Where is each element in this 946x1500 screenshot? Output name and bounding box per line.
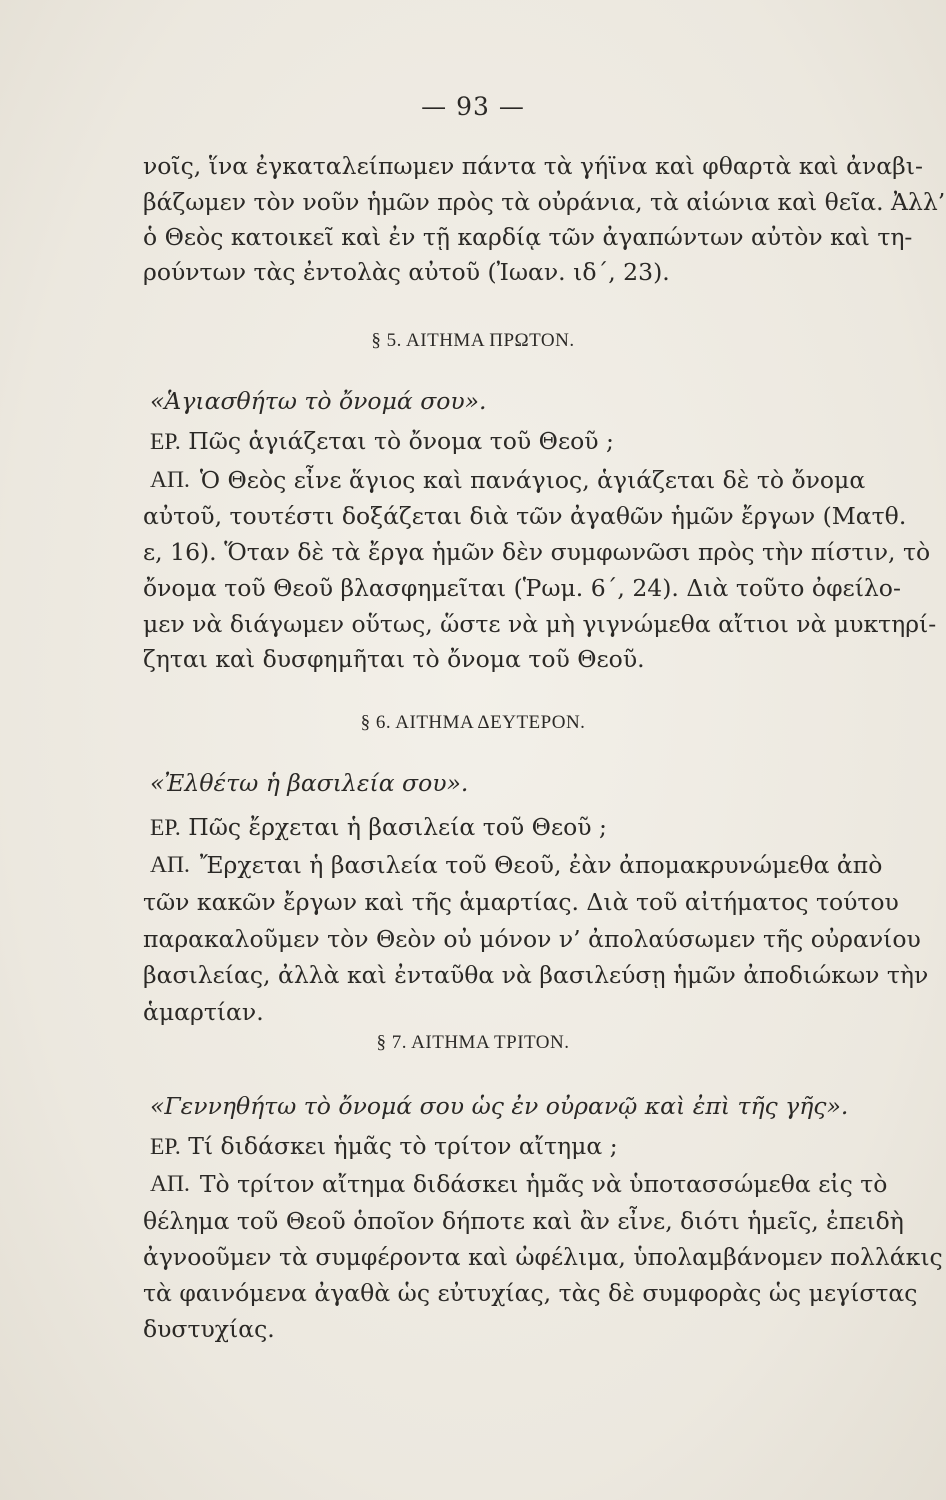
answer-text: Ὁ Θεὸς εἶνε ἅγιος καὶ πανάγιος, ἁγιάζεται δὲ τὸ ὄνομα [199,466,866,494]
answer-label: ΑΠ. [150,852,190,878]
question-line [150,1130,840,1163]
question-text: Πῶς ἔρχεται ἡ βασιλεία τοῦ Θεοῦ ; [188,813,607,841]
question-label: ΕΡ. [150,815,181,841]
text-line: αὐτοῦ, τουτέστι δοξάζεται διὰ τῶν ἀγαθῶν ἡμῶν ἔργων (Ματθ. [143,502,907,530]
text-line: ζηται καὶ δυσφημῆται τὸ ὄνομα τοῦ Θεοῦ. [143,645,645,673]
answer-line [150,464,866,496]
text-line: δυστυχίας. [143,1315,275,1343]
section-heading: § 6. ΑΙΤΗΜΑ ΔΕΥΤΕΡΟΝ. [360,712,586,733]
question-line [150,811,840,844]
answer-label: ΑΠ. [150,467,190,493]
answer-line [150,849,883,881]
text-line: ἁμαρτίαν. [143,998,264,1026]
question-label: ΕΡ. [150,1134,181,1160]
text-line: ὁ Θεὸς κατοικεῖ καὶ ἐν τῇ καρδίᾳ τῶν ἀγαπώντων αὐτὸν καὶ τη- [143,223,913,251]
section-heading: § 7. ΑΙΤΗΜΑ ΤΡΙΤΟΝ. [376,1032,570,1053]
answer-label: ΑΠ. [150,1171,190,1197]
text-line: ε, 16). Ὅταν δὲ τὰ ἔργα ἡμῶν δὲν συμφωνῶσι πρὸς τὴν πίστιν, τὸ [143,538,931,566]
text-line: βάζωμεν τὸν νοῦν ἡμῶν πρὸς τὰ οὐράνια, τὰ αἰώνια καὶ θεῖα. Ἀλλ’ [143,188,946,216]
text-line: ἀγνοοῦμεν τὰ συμφέροντα καὶ ὠφέλιμα, ὑπολαμβάνομεν πολλάκις [143,1243,943,1271]
question-label: ΕΡ. [150,429,181,455]
page-number: — 93 — [421,92,525,121]
question-text: Τί διδάσκει ἡμᾶς τὸ τρίτον αἴτημα ; [188,1132,618,1160]
text-line: βασιλείας, ἀλλὰ καὶ ἐνταῦθα νὰ βασιλεύσῃ ἡμῶν ἀποδιώκων τὴν [143,961,929,989]
text-line: μεν νὰ διάγωμεν οὕτως, ὥστε νὰ μὴ γιγνώμεθα αἴτιοι νὰ μυκτηρί- [143,610,937,638]
text-line: ρούντων τὰς ἐντολὰς αὐτοῦ (Ἰωαν. ιδ΄, 23). [143,258,670,286]
section-heading: § 5. ΑΙΤΗΜΑ ΠΡΩΤΟΝ. [371,330,575,351]
question-text: Πῶς ἁγιάζεται τὸ ὄνομα τοῦ Θεοῦ ; [188,427,614,455]
answer-text: Ἔρχεται ἡ βασιλεία τοῦ Θεοῦ, ἐὰν ἀπομακρυνώμεθα ἀπὸ [199,851,883,879]
text-line: τῶν κακῶν ἔργων καὶ τῆς ἁμαρτίας. Διὰ τοῦ αἰτήματος τούτου [143,888,899,916]
answer-text: Τὸ τρίτον αἴτημα διδάσκει ἡμᾶς νὰ ὑποτασσώμεθα εἰς τὸ [199,1170,888,1198]
section-quote: «Ἁγιασθήτω τὸ ὄνομά σου». [150,387,487,415]
text-line: τὰ φαινόμενα ἀγαθὰ ὡς εὐτυχίας, τὰς δὲ συμφορὰς ὡς μεγίστας [143,1279,918,1307]
section-quote: «Ἐλθέτω ἡ βασιλεία σου». [150,769,469,797]
answer-line [150,1168,888,1200]
text-line: παρακαλοῦμεν τὸν Θεὸν οὐ μόνον ν’ ἀπολαύσωμεν τῆς οὐρανίου [143,925,921,953]
question-line [150,425,840,458]
text-line: θέλημα τοῦ Θεοῦ ὁποῖον δήποτε καὶ ἂν εἶνε, διότι ἡμεῖς, ἐπειδὴ [143,1207,904,1235]
text-line: νοῖς, ἵνα ἐγκαταλείπωμεν πάντα τὰ γήϊνα καὶ φθαρτὰ καὶ ἀναβι- [143,152,923,180]
section-quote: «Γεννηθήτω τὸ ὄνομά σου ὡς ἐν οὐρανῷ καὶ ἐπὶ τῆς γῆς». [150,1092,849,1120]
text-line: ὄνομα τοῦ Θεοῦ βλασφημεῖται (Ῥωμ. 6΄, 24). Διὰ τοῦτο ὀφείλο- [143,574,901,602]
